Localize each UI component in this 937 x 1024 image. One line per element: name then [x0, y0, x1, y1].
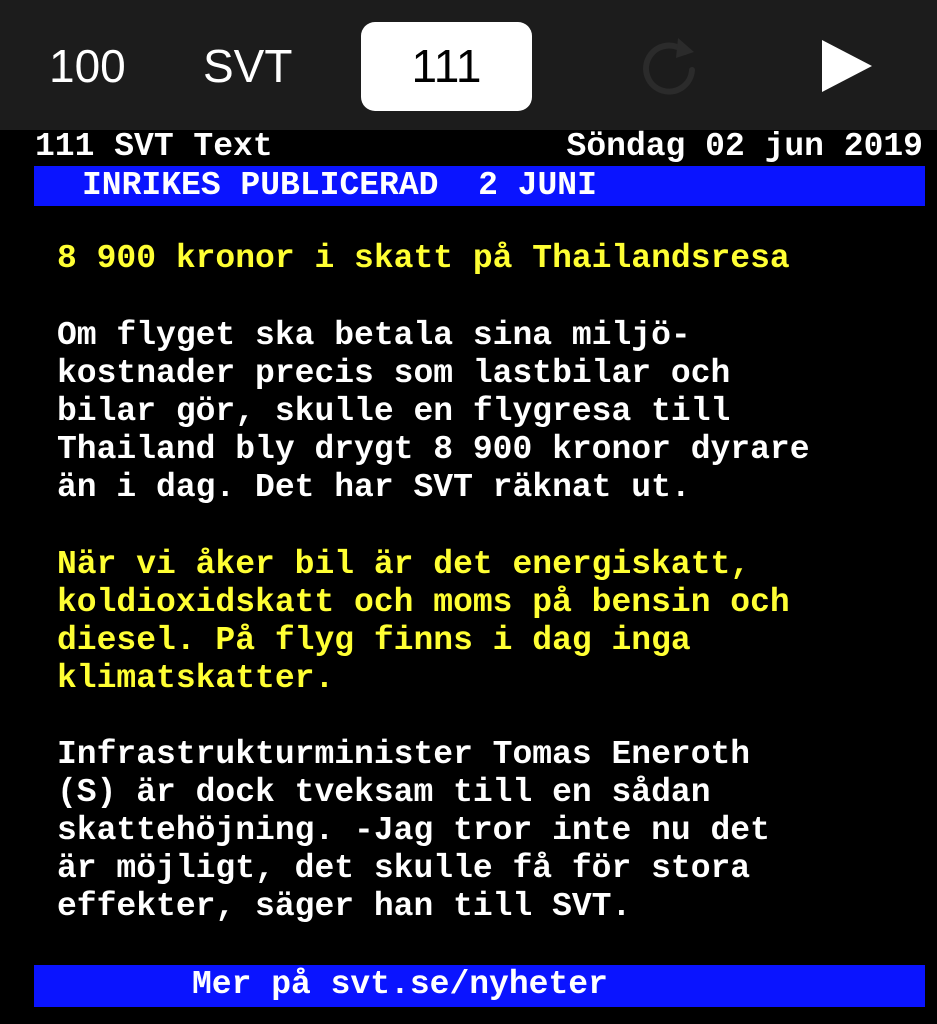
- article-paragraph-3: Infrastrukturminister Tomas Eneroth (S) är dock tveksam till en sådan skattehöjning. -Jag tror inte nu det är möjligt, det skulle få för stora effekter, säger han till SVT.: [57, 736, 770, 925]
- article-headline: 8 900 kronor i skatt på Thailandsresa: [57, 240, 790, 277]
- page-status-label: 111 SVT Text: [35, 128, 273, 165]
- date-label: Söndag 02 jun 2019: [566, 128, 923, 165]
- footer-link[interactable]: Mer på svt.se/nyheter: [192, 966, 608, 1003]
- svt-channel-button[interactable]: SVT: [203, 40, 293, 92]
- play-icon[interactable]: [816, 36, 876, 96]
- article-paragraph-1: Om flyget ska betala sina miljö- kostnader precis som lastbilar och bilar gör, skulle en flygresa till Thailand bly drygt 8 900 kronor dyrare än i dag. Det har SVT räknat ut.: [57, 317, 810, 506]
- footer-bar[interactable]: [34, 965, 925, 1007]
- section-header-text: INRIKES PUBLICERAD 2 JUNI: [82, 167, 597, 204]
- section-header-bar: [34, 166, 925, 206]
- toolbar: [0, 0, 937, 130]
- page-100-button[interactable]: 100: [49, 40, 126, 92]
- article-paragraph-2: När vi åker bil är det energiskatt, koldioxidskatt och moms på bensin och diesel. På flyg finns i dag inga klimatskatter.: [57, 546, 790, 697]
- page-number-input[interactable]: 111: [361, 22, 532, 111]
- reload-icon[interactable]: [632, 30, 706, 104]
